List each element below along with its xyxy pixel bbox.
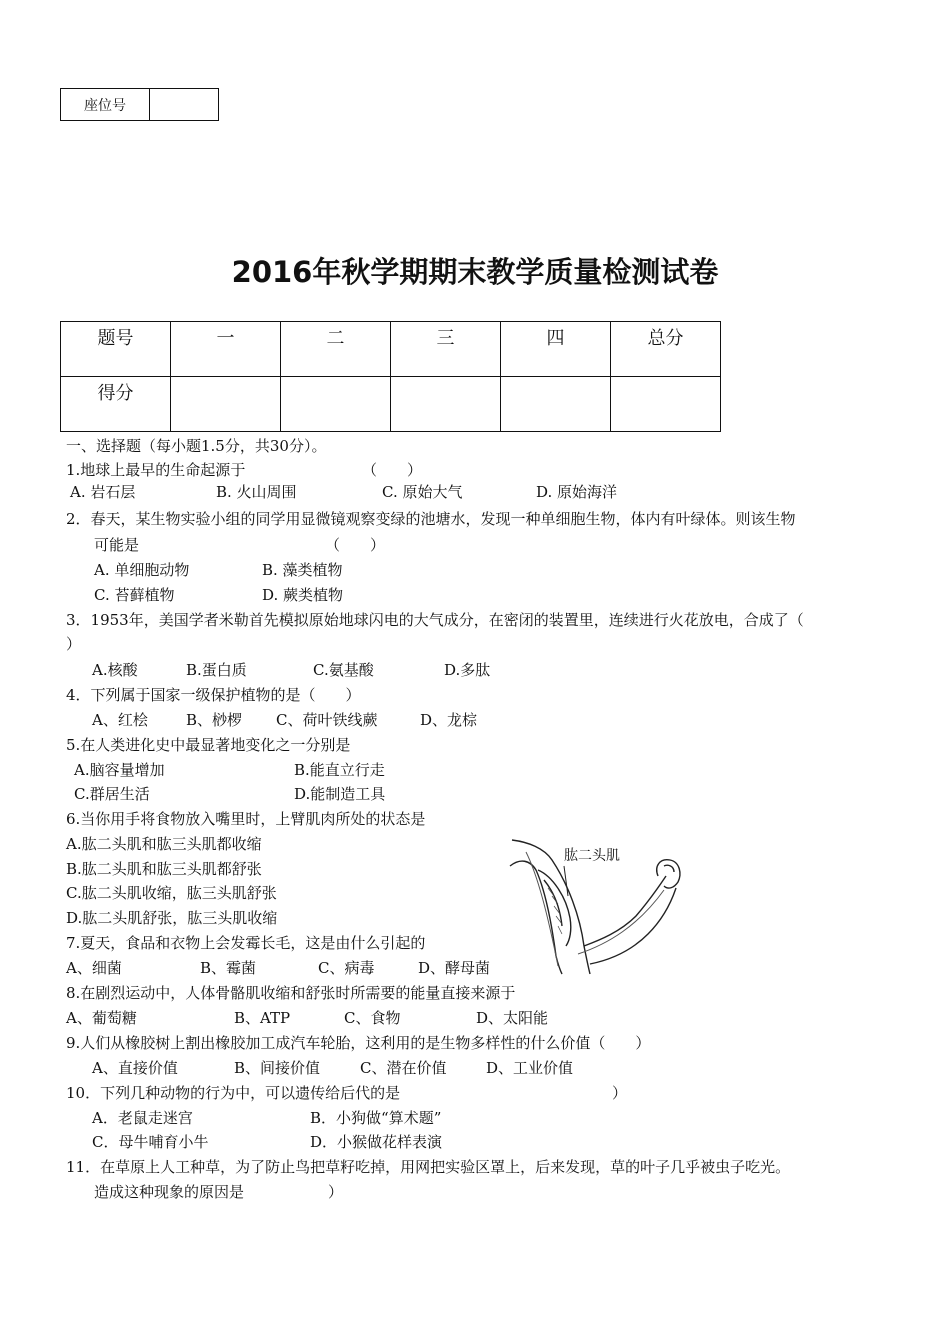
question-8-option-b: B、ATP bbox=[234, 1009, 291, 1027]
score-cell[interactable] bbox=[281, 377, 391, 432]
question-10-answer-paren: ） bbox=[612, 1084, 628, 1102]
arm-muscle-illustration bbox=[508, 836, 684, 976]
question-1-answer-paren: （ ） bbox=[362, 461, 423, 479]
question-6-stem: 6.当你用手将食物放入嘴里时，上臂肌肉所处的状态是 bbox=[66, 810, 426, 828]
question-4-option-b: B、桫椤 bbox=[186, 711, 243, 729]
question-1-option-a: A. 岩石层 bbox=[70, 483, 136, 501]
question-9-option-a: A、直接价值 bbox=[92, 1059, 178, 1077]
question-2-option-b: B. 藻类植物 bbox=[262, 561, 343, 579]
question-7-option-b: B、霉菌 bbox=[200, 959, 257, 977]
question-7-stem: 7.夏天，食品和衣物上会发霉长毛，这是由什么引起的 bbox=[66, 934, 426, 952]
question-6-option-b: B.肱二头肌和肱三头肌都舒张 bbox=[66, 860, 262, 878]
score-table-score-row bbox=[61, 377, 721, 432]
question-9-option-d: D、工业价值 bbox=[486, 1059, 574, 1077]
score-header-cell: 总分 bbox=[611, 322, 721, 377]
question-2-option-d: D. 蕨类植物 bbox=[262, 586, 344, 604]
exam-title: 2016年秋学期期末教学质量检测试卷 bbox=[231, 255, 719, 289]
question-8-option-a: A、葡萄糖 bbox=[66, 1009, 137, 1027]
question-10-option-b: B．小狗做“算术题” bbox=[310, 1109, 442, 1127]
question-1-option-c: C. 原始大气 bbox=[382, 483, 463, 501]
score-header-cell: 题号 bbox=[61, 322, 171, 377]
question-4-option-d: D、龙棕 bbox=[420, 711, 478, 729]
question-3-option-d: D.多肽 bbox=[444, 661, 491, 679]
question-2-stem: 2．春天，某生物实验小组的同学用显微镜观察变绿的池塘水，发现一种单细胞生物，体内有叶绿体。则该生物 bbox=[66, 510, 796, 528]
question-4-option-a: A、红桧 bbox=[92, 711, 148, 729]
question-11-stem: 11．在草原上人工种草，为了防止鸟把草籽吃掉，用网把实验区罩上，后来发现，草的叶子几乎被虫子吃光。 bbox=[66, 1158, 791, 1176]
question-8-option-c: C、食物 bbox=[344, 1009, 401, 1027]
score-header-cell: 四 bbox=[501, 322, 611, 377]
seat-number-box bbox=[60, 88, 219, 121]
question-3-stem: 3．1953年，美国学者米勒首先模拟原始地球闪电的大气成分，在密闭的装置里，连续进行火花放电，合成了（ bbox=[66, 611, 804, 629]
question-9-option-c: C、潜在价值 bbox=[360, 1059, 447, 1077]
seat-number-value[interactable] bbox=[150, 89, 219, 121]
question-8-stem: 8.在剧烈运动中，人体骨骼肌收缩和舒张时所需要的能量直接来源于 bbox=[66, 984, 516, 1002]
question-7-option-a: A、细菌 bbox=[66, 959, 122, 977]
question-10-option-a: A．老鼠走迷宫 bbox=[92, 1109, 193, 1127]
question-2-option-c: C. 苔藓植物 bbox=[94, 586, 175, 604]
question-10-option-c: C．母牛哺育小牛 bbox=[92, 1133, 209, 1151]
question-4-stem: 4．下列属于国家一级保护植物的是（ ） bbox=[66, 686, 361, 704]
question-6-option-d: D.肱二头肌舒张，肱三头肌收缩 bbox=[66, 909, 278, 927]
question-3-option-c: C.氨基酸 bbox=[313, 661, 374, 679]
question-10-stem: 10．下列几种动物的行为中，可以遗传给后代的是 bbox=[66, 1084, 401, 1102]
question-6-option-a: A.肱二头肌和肱三头肌都收缩 bbox=[66, 835, 262, 853]
question-3-option-a: A.核酸 bbox=[92, 661, 138, 679]
question-5-option-d: D.能制造工具 bbox=[294, 785, 386, 803]
question-1-option-d: D. 原始海洋 bbox=[536, 483, 618, 501]
score-header-cell: 三 bbox=[391, 322, 501, 377]
question-1-option-b: B. 火山周围 bbox=[216, 483, 297, 501]
question-5-option-a: A.脑容量增加 bbox=[74, 761, 165, 779]
score-header-cell: 一 bbox=[171, 322, 281, 377]
question-5-option-b: B.能直立行走 bbox=[294, 761, 385, 779]
biceps-label: 肱二头肌 bbox=[564, 848, 620, 864]
question-2-stem-cont: 可能是 bbox=[94, 536, 140, 554]
arm-muscle-figure bbox=[508, 836, 684, 976]
section-heading: 一、选择题（每小题1.5分，共30分）。 bbox=[66, 437, 327, 455]
question-1-stem: 1.地球上最早的生命起源于 bbox=[66, 461, 246, 479]
question-5-option-c: C.群居生活 bbox=[74, 785, 150, 803]
question-3-option-b: B.蛋白质 bbox=[186, 661, 247, 679]
question-9-option-b: B、间接价值 bbox=[234, 1059, 321, 1077]
score-cell[interactable] bbox=[611, 377, 721, 432]
question-7-option-c: C、病毒 bbox=[318, 959, 375, 977]
question-3-stem-cont: ） bbox=[66, 635, 82, 653]
seat-number-label: 座位号 bbox=[61, 89, 150, 121]
question-2-answer-paren: （ ） bbox=[325, 536, 386, 554]
score-table bbox=[60, 321, 721, 432]
question-8-option-d: D、太阳能 bbox=[476, 1009, 549, 1027]
score-cell[interactable] bbox=[501, 377, 611, 432]
question-11-stem-cont: 造成这种现象的原因是 bbox=[94, 1183, 245, 1201]
score-cell[interactable] bbox=[391, 377, 501, 432]
question-10-option-d: D．小猴做花样表演 bbox=[310, 1133, 443, 1151]
question-2-option-a: A. 单细胞动物 bbox=[94, 561, 190, 579]
score-header-cell: 二 bbox=[281, 322, 391, 377]
question-11-answer-paren: ） bbox=[328, 1183, 344, 1201]
score-table-header-row bbox=[61, 322, 721, 377]
question-7-option-d: D、酵母菌 bbox=[418, 959, 491, 977]
question-4-option-c: C、荷叶铁线蕨 bbox=[276, 711, 378, 729]
score-row-label: 得分 bbox=[61, 377, 171, 432]
score-cell[interactable] bbox=[171, 377, 281, 432]
question-5-stem: 5.在人类进化史中最显著地变化之一分别是 bbox=[66, 736, 351, 754]
question-9-stem: 9.人们从橡胶树上割出橡胶加工成汽车轮胎，这利用的是生物多样性的什么价值（ ） bbox=[66, 1034, 651, 1052]
question-6-option-c: C.肱二头肌收缩，肱三头肌舒张 bbox=[66, 884, 277, 902]
